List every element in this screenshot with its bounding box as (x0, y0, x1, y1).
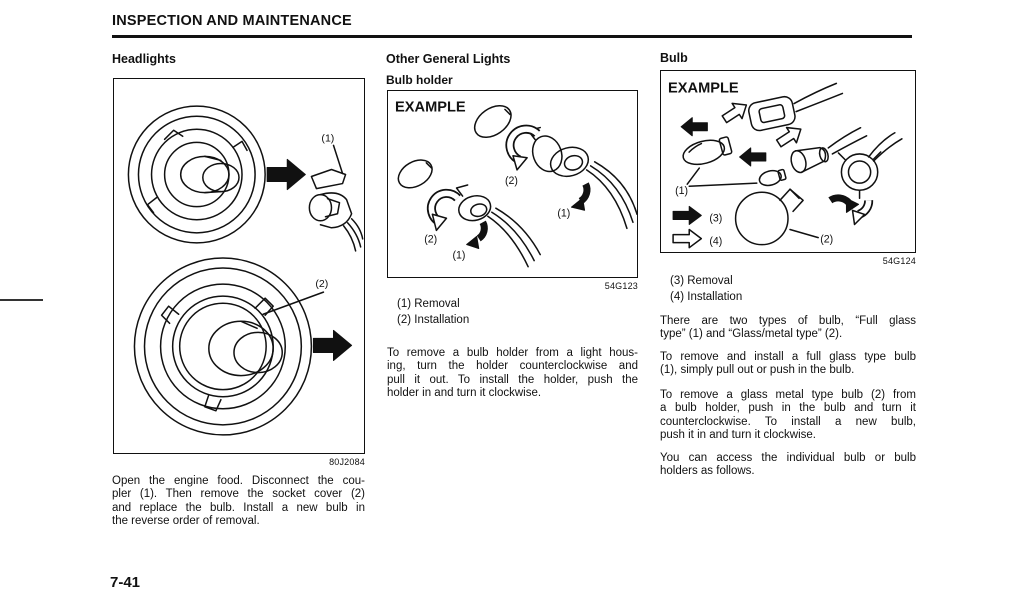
headlights-body-text (112, 475, 365, 529)
callout-2: (2) (424, 233, 438, 246)
bulb-paragraph-3 (660, 389, 916, 443)
bulb-paragraph-1 (660, 315, 916, 342)
text-line: holder in and turn it clockwise. (387, 387, 542, 400)
example-label: EXAMPLE (395, 99, 466, 116)
bulb-heading: Bulb (660, 51, 688, 65)
removal-turn-arrow-icon (479, 222, 485, 238)
removal-arrow-icon (313, 330, 351, 360)
bulb-holder-figure-box (387, 90, 638, 278)
text-line: pull it out. To install the holder, push the (387, 373, 638, 386)
callout-2: (2) (315, 278, 329, 291)
text-line: type” (1) and “Glass/metal type” (2). (660, 328, 843, 341)
text-line: To remove a glass metal type bulb (2) from (660, 389, 916, 401)
removal-arrow-icon (681, 118, 707, 136)
print-registration-mark (0, 299, 43, 301)
bulb-holder-illustration (388, 91, 637, 277)
header-rule (112, 35, 912, 38)
callout-1: (1) (321, 132, 335, 145)
callout-3: (3) (709, 212, 723, 225)
legend-item: (4) Installation (670, 290, 743, 303)
text-line: counterclockwise. To install a new bulb, (660, 415, 916, 428)
callout-2: (2) (504, 175, 518, 187)
headlights-figure-box (113, 78, 365, 454)
removal-turn-arrow-icon (830, 198, 848, 202)
text-line: ing, turn the holder counterclockwise and (387, 360, 638, 373)
text-line: holders as follows. (660, 465, 755, 478)
bulb-figure-legend (670, 274, 742, 305)
legend-item: (3) Removal (670, 275, 733, 287)
bulb-figure-code: 54G124 (882, 256, 916, 266)
callout-1: (1) (557, 207, 571, 220)
headlights-figure-code: 80J2084 (329, 457, 365, 467)
installation-arrow-icon (719, 97, 751, 126)
headlight-replacement-illustration (114, 79, 364, 453)
text-line: To remove and install a full glass type bulb (660, 351, 916, 363)
text-line: To remove a bulb holder from a light hous- (387, 347, 638, 359)
example-label: EXAMPLE (668, 80, 739, 97)
text-line: There are two types of bulb, “Full glass (660, 315, 916, 327)
bulb-paragraph-2 (660, 351, 916, 378)
bulb-types-illustration (661, 71, 915, 252)
callout-2: (2) (820, 233, 834, 246)
bulb-holder-subheading: Bulb holder (386, 73, 453, 87)
text-line: push it in and turn it clockwise. (660, 429, 816, 442)
callout-1: (1) (452, 249, 466, 262)
text-line: You can access the individual bulb or bulb (660, 452, 916, 464)
callout-4: (4) (709, 235, 723, 248)
text-line: and replace the bulb. Install a new bulb in (112, 501, 365, 514)
bulb-holder-figure-code: 54G123 (604, 281, 638, 291)
text-line: pler (1). Then remove the socket cover (2) (112, 488, 365, 501)
text-line: (1), simply pull out or push in the bulb. (660, 364, 855, 377)
legend-item: (1) Removal (397, 298, 460, 310)
legend-item: (2) Installation (397, 313, 470, 326)
text-line: Open the engine food. Disconnect the cou- (112, 475, 365, 487)
bulb-paragraph-4 (660, 452, 916, 479)
removal-arrow-icon (673, 206, 701, 224)
installation-arrow-icon (673, 230, 701, 248)
page-number: 7-41 (110, 574, 141, 591)
removal-arrow-icon (740, 148, 766, 166)
callout-1: (1) (675, 185, 689, 198)
text-line: a bulb holder, push in the bulb and turn it (660, 402, 916, 415)
removal-arrow-icon (267, 159, 305, 189)
page-title: INSPECTION AND MAINTENANCE (112, 13, 352, 29)
headlights-heading: Headlights (112, 52, 176, 66)
text-line: the reverse order of removal. (112, 515, 260, 528)
bulb-holder-figure-legend (397, 297, 469, 328)
bulb-figure-box (660, 70, 916, 253)
other-general-lights-heading: Other General Lights (386, 52, 511, 66)
bulb-holder-body-text (387, 347, 638, 401)
